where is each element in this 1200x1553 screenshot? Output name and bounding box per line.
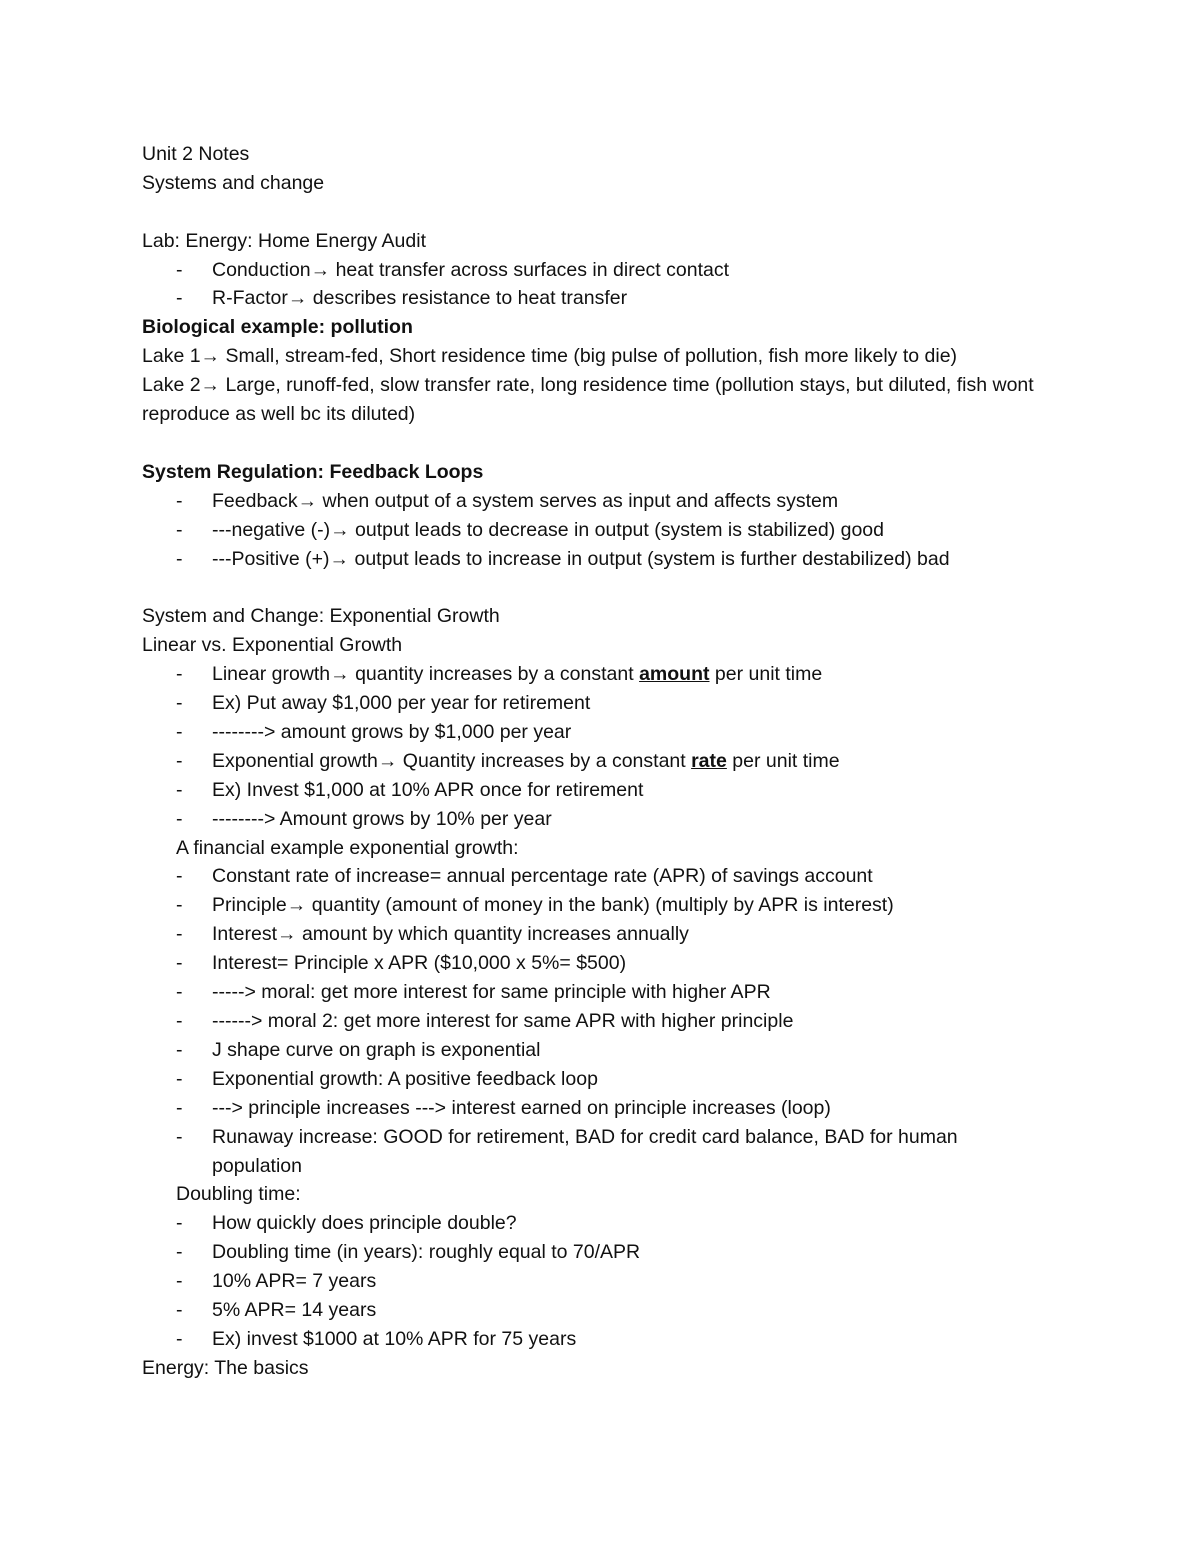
spacer	[142, 429, 1102, 458]
linear-text-pre: Linear growth→ quantity increases by a constant	[212, 663, 640, 686]
list-item: - --------> amount grows by $1,000 per year	[142, 718, 1102, 747]
energy-heading: Energy: The basics	[142, 1356, 309, 1379]
list-item: - Ex) Invest $1,000 at 10% APR once for retirement	[142, 776, 1102, 805]
list-item: - ---Positive (+)→ output leads to increase in output (system is further destabilized) bad	[142, 545, 1102, 574]
notes-content	[142, 140, 1102, 1383]
list-item: - Runaway increase: GOOD for retirement, BAD for credit card balance, BAD for human population	[142, 1123, 1032, 1181]
list-item: - Ex) Put away $1,000 per year for retirement	[142, 689, 1102, 718]
page-subtitle: Systems and change	[142, 171, 325, 194]
list-item: - Interest→ amount by which quantity increases annually	[142, 920, 1102, 949]
list-item: - Conduction→ heat transfer across surfaces in direct contact	[142, 256, 1102, 285]
doubling-heading: Doubling time:	[176, 1183, 301, 1206]
lab-heading: Lab: Energy: Home Energy Audit	[142, 229, 426, 252]
list-item: - Exponential growth: A positive feedback loop	[142, 1065, 1102, 1094]
list-item: - Ex) invest $1000 at 10% APR for 75 years	[142, 1325, 1102, 1354]
growth-heading: System and Change: Exponential Growth	[142, 605, 500, 628]
page-title: Unit 2 Notes	[142, 143, 250, 165]
lake2-text: Lake 2→ Large, runoff-fed, slow transfer rate, long residence time (pollution stays, but diluted, fish wont reproduce as well bc its diluted)	[142, 374, 1034, 426]
list-item-exponential-growth	[142, 747, 1102, 776]
list-item: - ---> principle increases ---> interest earned on principle increases (loop)	[142, 1094, 1102, 1123]
financial-heading: A financial example exponential growth:	[176, 836, 519, 859]
list-item: - ------> moral 2: get more interest for same APR with higher principle	[142, 1007, 1102, 1036]
regulation-heading: System Regulation: Feedback Loops	[142, 460, 484, 483]
list-item: - --------> Amount grows by 10% per year	[142, 805, 1102, 834]
list-item: - J shape curve on graph is exponential	[142, 1036, 1102, 1065]
list-item-linear-growth	[142, 660, 1102, 689]
list-item: - Constant rate of increase= annual percentage rate (APR) of savings account	[142, 862, 1102, 891]
list-item: - 5% APR= 14 years	[142, 1296, 1102, 1325]
list-item: - 10% APR= 7 years	[142, 1267, 1102, 1296]
exp-text-post: per unit time	[726, 749, 840, 772]
exp-text-pre: Exponential growth→ Quantity increases by a constant	[212, 749, 692, 772]
list-item: - How quickly does principle double?	[142, 1209, 1102, 1238]
list-item: - -----> moral: get more interest for same principle with higher APR	[142, 978, 1102, 1007]
spacer	[142, 573, 1102, 602]
underlined-word-amount: amount	[639, 663, 710, 686]
list-item: - Principle→ quantity (amount of money in the bank) (multiply by APR is interest)	[142, 891, 1102, 920]
list-item: - ---negative (-)→ output leads to decrease in output (system is stabilized) good	[142, 516, 1102, 545]
linear-text-post: per unit time	[709, 663, 823, 686]
list-item: - Feedback→ when output of a system serves as input and affects system	[142, 487, 1102, 516]
list-item: - R-Factor→ describes resistance to heat transfer	[142, 284, 1102, 313]
growth-subheading: Linear vs. Exponential Growth	[142, 634, 403, 657]
spacer	[142, 198, 1102, 227]
bio-heading: Biological example: pollution	[142, 316, 413, 339]
list-item: - Doubling time (in years): roughly equal to 70/APR	[142, 1238, 1102, 1267]
underlined-word-rate: rate	[691, 749, 727, 772]
list-item: - Interest= Principle x APR ($10,000 x 5%= $500)	[142, 949, 1102, 978]
lake1-text: Lake 1→ Small, stream-fed, Short residence time (big pulse of pollution, fish more likely to die)	[142, 345, 958, 368]
